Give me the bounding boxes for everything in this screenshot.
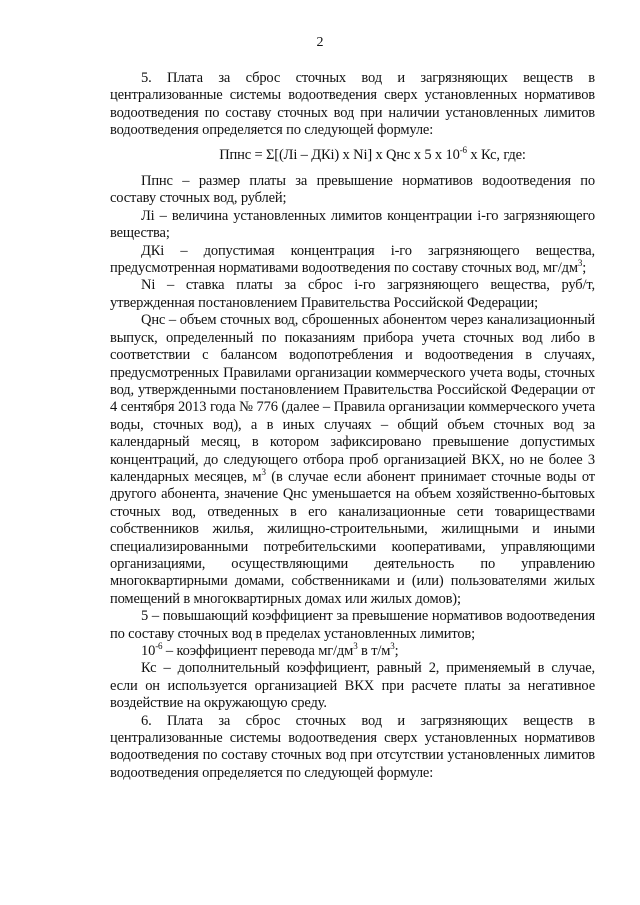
conversion-sup-1: 3 (353, 641, 358, 651)
conversion-sup-2: 3 (390, 641, 395, 651)
formula-tail: x Кс, где: (466, 146, 526, 163)
conversion-text-1: – коэффициент перевода мг/дм (162, 643, 354, 659)
definition-conversion (110, 643, 595, 660)
conversion-exponent: -6 (155, 641, 163, 651)
formula-lhs: Ппнс = (219, 146, 266, 163)
formula-expression: Σ[(Лi – ДКi) x Ni] x Qнс x 5 x 10 (266, 146, 460, 163)
section-6-intro: 6. Плата за сброс сточных вод и загрязняющих веществ в централизованные системы водоотведения сверх установленных нормативов водоотведения по составу сточных вод при отсутствии установленных лимитов водоотведения определяется по следующей формуле: (110, 712, 595, 781)
page-number: 2 (316, 35, 324, 50)
definition-kc: Кс – дополнительный коэффициент, равный 2, применяемый в случае, если он используется организацией ВКХ при расчете платы за негативное воздействие на окружающую среду. (110, 660, 595, 712)
definition-qns-part1: Qнс – объем сточных вод, сброшенных абонентом через канализационный выпуск, определенный по показаниям прибора учета сточных вод либо в соответствии с балансом водопотребления и водоотведения в случаях, предусмотренных Правилами организации коммерческого учета воды, сточных вод, утвержденными постановлением Правительства Российской Федерации от 4 сентября 2013 года № 776 (далее – Правила организации коммерческого учета воды, сточных вод), а в иных случаях – общий объем сточных вод за календарный месяц, в котором зафиксировано превышение допустимых концентраций, до следующего отбора проб организацией ВКХ, но не более 3 календарных месяцев, м (110, 312, 595, 485)
section-5-intro: 5. Плата за сброс сточных вод и загрязняющих веществ в централизованные системы водоотведения сверх установленных нормативов водоотведения по составу сточных вод при наличии установленных лимитов водоотведения определяется по следующей формуле: (110, 70, 595, 139)
definition-dki-sup: 3 (577, 258, 583, 269)
document-body (110, 70, 595, 782)
definition-dki (110, 243, 595, 278)
definition-ppns: Ппнс – размер платы за превышение нормативов водоотведения по составу сточных вод, рублей; (110, 173, 595, 207)
definition-qns (110, 312, 595, 608)
formula-exponent: -6 (459, 144, 467, 155)
definition-li: Лi – величина установленных лимитов концентрации i-го загрязняющего вещества; (110, 207, 595, 242)
definition-qns-sup: 3 (261, 466, 266, 477)
conversion-base: 10 (141, 643, 156, 659)
definition-dki-text: ДКi – допустимая концентрация i-го загрязняющего вещества, предусмотренная нормативами водоотведения по составу сточных вод, мг/дм (110, 242, 595, 277)
definition-qns-part2: (в случае если абонент принимает сточные воды от другого абонента, значение Qнс уменьшается на объем хозяйственно-бытовых сточных вод, отведенных в его канализационные сети товариществами собственников жилья, жилищно-строительными, жилищными и иными специализированными потребительскими кооперативами, управляющими организациями, осуществляющими деятельность по управлению многоквартирными домами, собственниками и (или) пользователями жилых помещений в многоквартирных домах или жилых домов); (110, 468, 595, 607)
definition-five: 5 – повышающий коэффициент за превышение нормативов водоотведения по составу сточных вод в пределах установленных лимитов; (110, 608, 595, 642)
formula-ppns (110, 144, 595, 164)
conversion-text-2: в т/м (357, 643, 391, 659)
definition-ni: Ni – ставка платы за сброс i-го загрязняющего вещества, руб/т, утвержденная постановлением Правительства Российской Федерации; (110, 277, 595, 311)
definition-dki-end: ; (582, 260, 587, 277)
conversion-end: ; (394, 643, 399, 659)
